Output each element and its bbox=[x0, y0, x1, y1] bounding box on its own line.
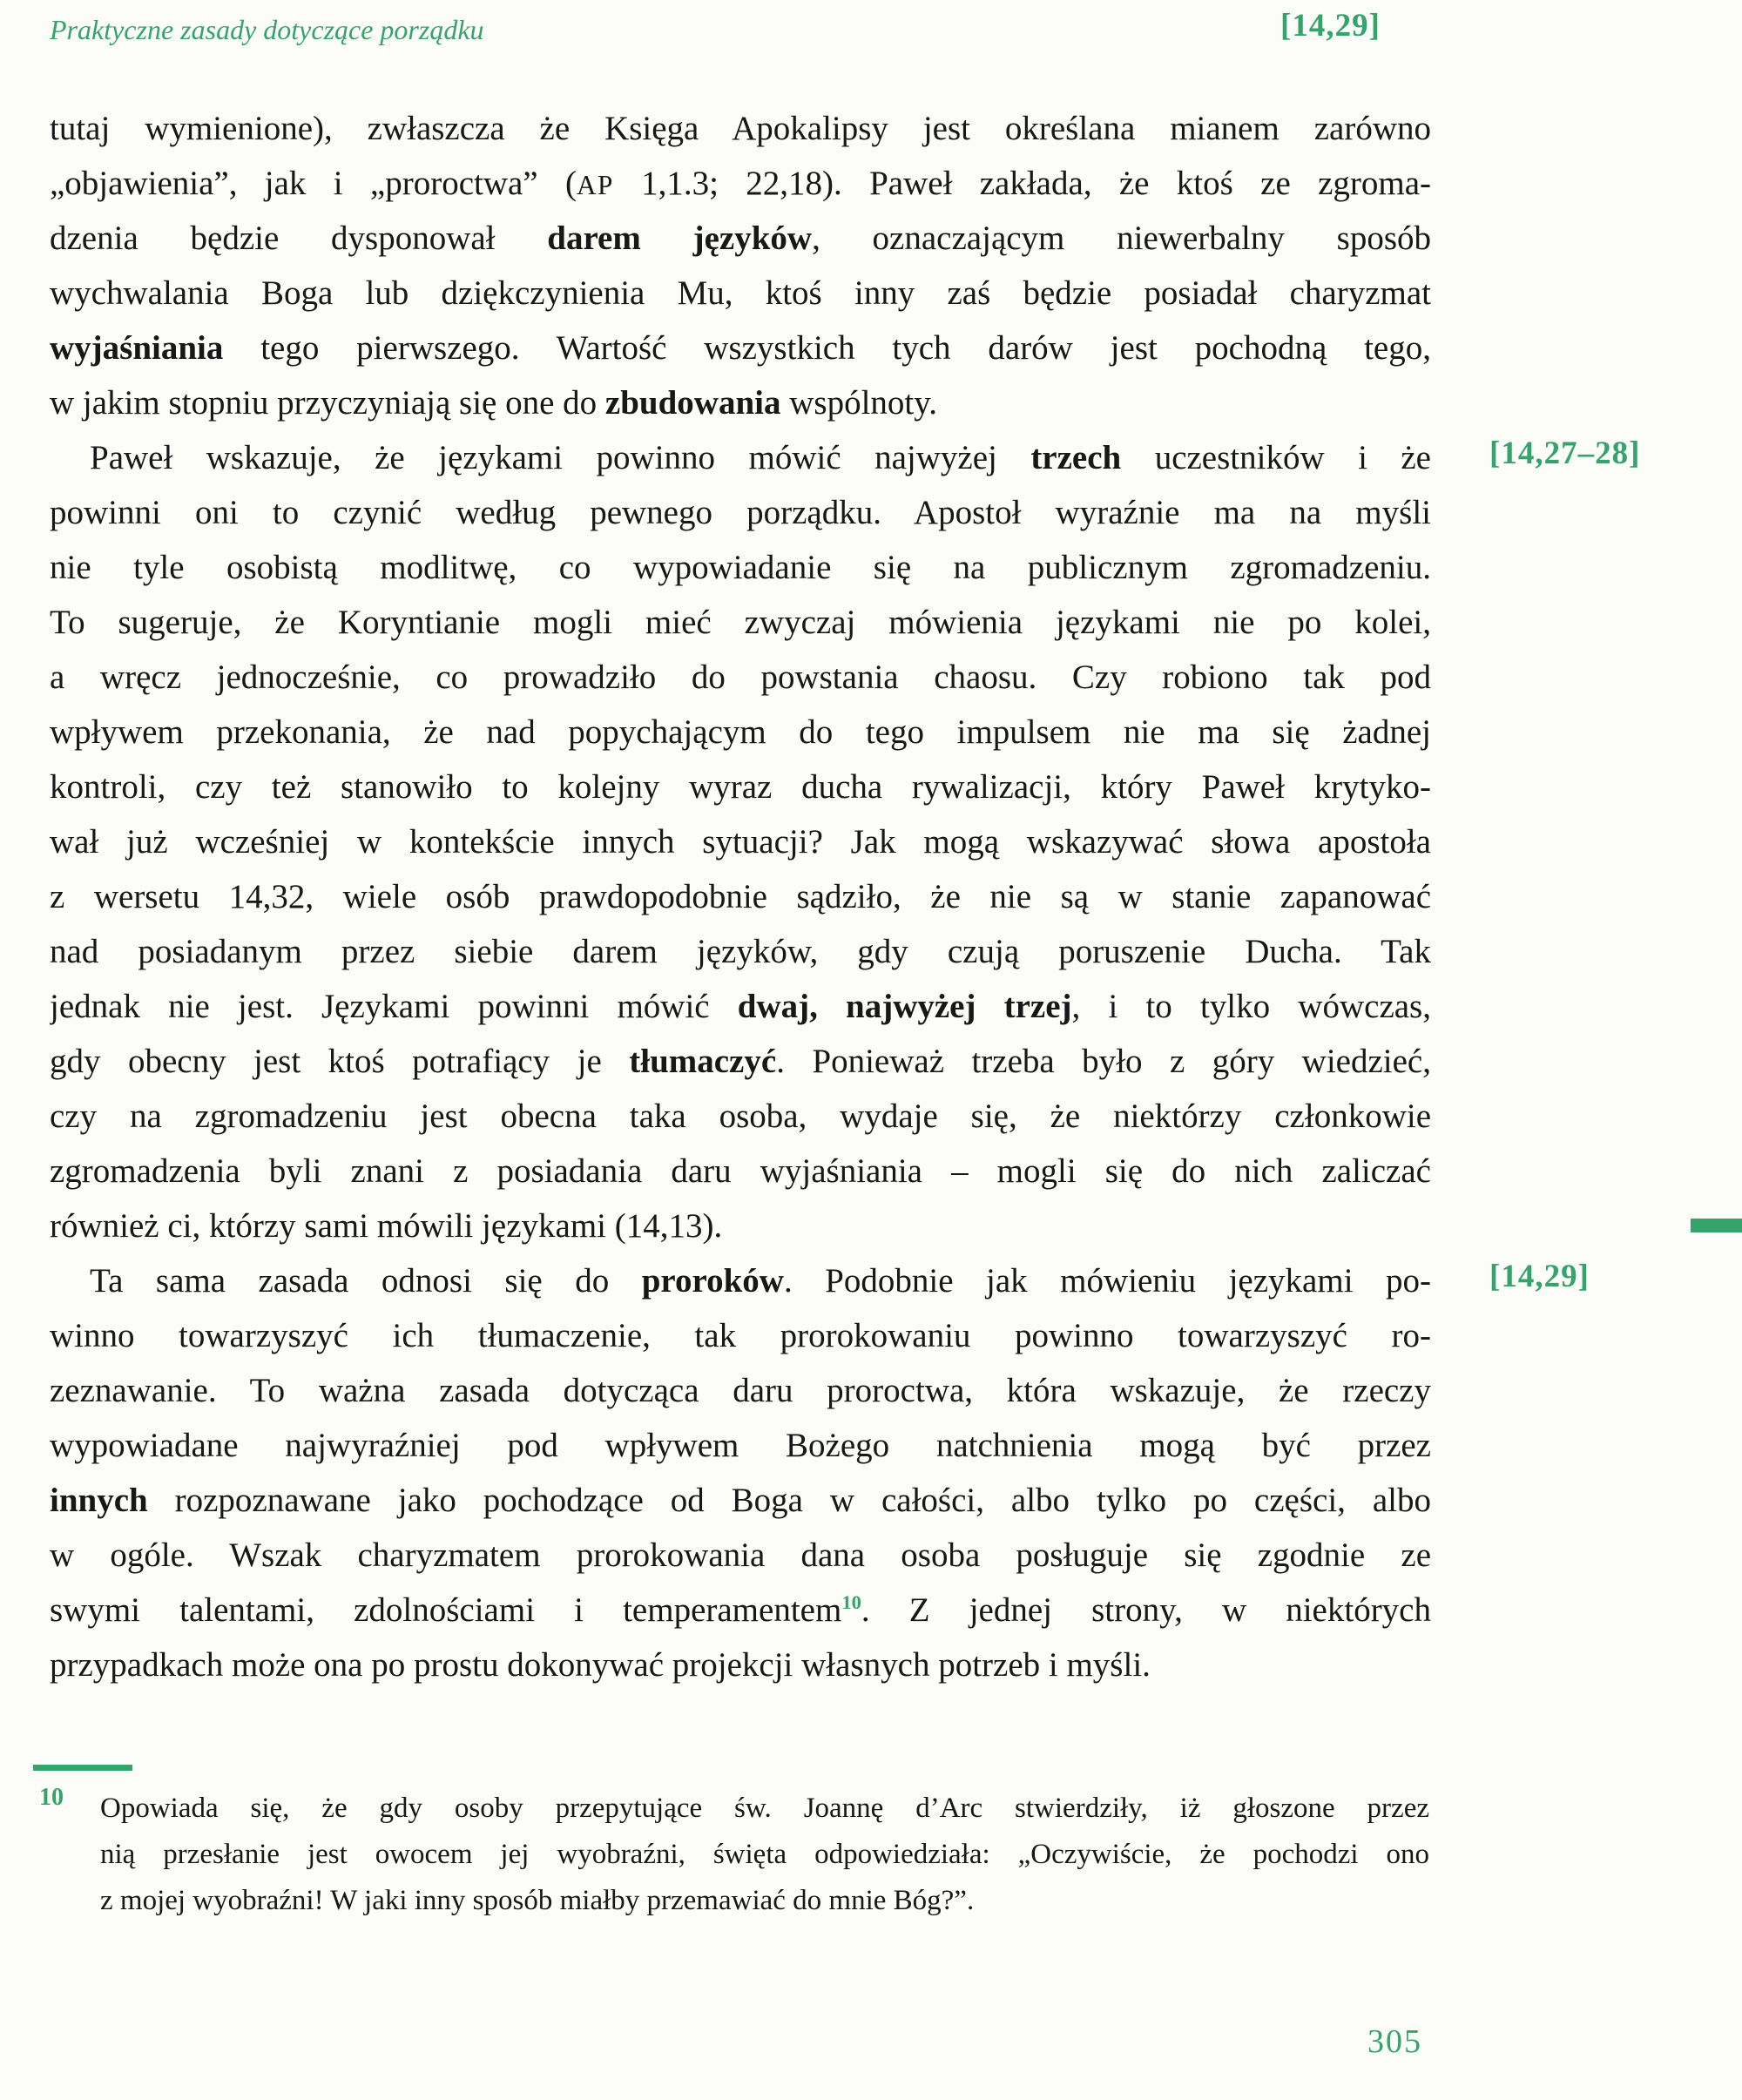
text-line: dzenia będzie dysponował darem języków, oznaczającym niewerbalny sposób bbox=[50, 219, 1431, 257]
text-line: nad posiadanym przez siebie darem języków, gdy czują poruszenie Ducha. Tak bbox=[50, 933, 1431, 970]
footnote-marker: 10 bbox=[39, 1784, 64, 1811]
footnote-line: Opowiada się, że gdy osoby przepytujące św. Joannę d’Arc stwierdziły, iż głoszone przez bbox=[100, 1793, 1429, 1824]
paragraph bbox=[50, 101, 1431, 430]
text-line: z wersetu 14,32, wiele osób prawdopodobnie sądziło, że nie są w stanie zapanować bbox=[50, 878, 1431, 915]
text-line: innych rozpoznawane jako pochodzące od Boga w całości, albo tylko po części, albo bbox=[50, 1482, 1431, 1519]
text-line: tutaj wymienione), zwłaszcza że Księga Apokalipsy jest określana mianem zarówno bbox=[50, 110, 1431, 147]
footnote-text bbox=[100, 1786, 1429, 1924]
paragraph bbox=[50, 1253, 1590, 1692]
text-line: kontroli, czy też stanowiło to kolejny wyraz ducha rywalizacji, który Paweł krytyko- bbox=[50, 768, 1431, 806]
text-line: wychwalania Boga lub dziękczynienia Mu, ktoś inny zaś będzie posiadał charyzmat bbox=[50, 274, 1431, 312]
text-line: jednak nie jest. Językami powinni mówić dwaj, najwyżej trzej, i to tylko wówczas, bbox=[50, 988, 1431, 1025]
text-line: przypadkach może ona po prostu dokonywać projekcji własnych potrzeb i myśli. bbox=[50, 1646, 1151, 1684]
text-line: „objawienia”, jak i „proroctwa” (AP 1,1.3; 22,18). Paweł zakłada, że ktoś ze zgroma- bbox=[50, 165, 1431, 202]
text-line: a wręcz jednocześnie, co prowadziło do powstania chaosu. Czy robiono tak pod bbox=[50, 658, 1431, 696]
body-column bbox=[50, 101, 1641, 1692]
footnote-line: z mojej wyobraźni! W jaki inny sposób miałby przemawiać do mnie Bóg?”. bbox=[100, 1885, 975, 1916]
margin-verse-ref: [14,27–28] bbox=[1489, 436, 1641, 471]
header-verse-ref: [14,29] bbox=[1280, 8, 1381, 44]
footnote-line: nią przesłanie jest owocem jej wyobraźni, święta odpowiedziała: „Oczywiście, że pochodzi ono bbox=[100, 1839, 1429, 1870]
page-number: 305 bbox=[1367, 2023, 1422, 2060]
text-line: powinni oni to czynić według pewnego porządku. Apostoł wyraźnie ma na myśli bbox=[50, 494, 1431, 531]
margin-verse-ref: [14,29] bbox=[1489, 1259, 1590, 1294]
text-line: czy na zgromadzeniu jest obecna taka osoba, wydaje się, że niektórzy członkowie bbox=[50, 1097, 1431, 1135]
text-line: wypowiadane najwyraźniej pod wpływem Bożego natchnienia mogą być przez bbox=[50, 1427, 1431, 1464]
footnote-separator bbox=[33, 1765, 132, 1771]
text-line: wyjaśniania tego pierwszego. Wartość wszystkich tych darów jest pochodną tego, bbox=[50, 329, 1431, 367]
text-line: swymi talentami, zdolnościami i temperamentem$^{10}$. Z jednej strony, w niektórych bbox=[50, 1591, 1431, 1629]
text-line: Paweł wskazuje, że językami powinno mówić najwyżej trzech uczestników i że bbox=[90, 439, 1431, 476]
text-line: w jakim stopniu przyczyniają się one do zbudowania wspólnoty. bbox=[50, 384, 937, 422]
running-title: Praktyczne zasady dotyczące porządku bbox=[50, 14, 484, 45]
text-line: zgromadzenia byli znani z posiadania daru wyjaśniania – mogli się do nich zaliczać bbox=[50, 1152, 1431, 1190]
text-line: To sugeruje, że Koryntianie mogli mieć zwyczaj mówienia językami nie po kolei, bbox=[50, 604, 1431, 641]
text-line: winno towarzyszyć ich tłumaczenie, tak prorokowaniu powinno towarzyszyć ro- bbox=[50, 1317, 1431, 1354]
paragraph bbox=[50, 430, 1641, 1253]
footnote bbox=[32, 1786, 1429, 1924]
text-line: w ogóle. Wszak charyzmatem prorokowania dana osoba posługuje się zgodnie ze bbox=[50, 1536, 1431, 1574]
text-line: nie tyle osobistą modlitwę, co wypowiadanie się na publicznym zgromadzeniu. bbox=[50, 549, 1431, 586]
text-line: zeznawanie. To ważna zasada dotycząca daru proroctwa, która wskazuje, że rzeczy bbox=[50, 1372, 1431, 1409]
text-line: wał już wcześniej w kontekście innych sytuacji? Jak mogą wskazywać słowa apostoła bbox=[50, 823, 1431, 861]
footnote-ref: 10 bbox=[841, 1591, 861, 1613]
edge-highlight-dash bbox=[1691, 1219, 1742, 1232]
text-line: gdy obecny jest ktoś potrafiący je tłumaczyć. Ponieważ trzeba było z góry wiedzieć, bbox=[50, 1043, 1431, 1080]
text-line: również ci, którzy sami mówili językami (14,13). bbox=[50, 1207, 723, 1245]
text-line: Ta sama zasada odnosi się do proroków. Podobnie jak mówieniu językami po- bbox=[90, 1262, 1431, 1300]
text-line: wpływem przekonania, że nad popychającym do tego impulsem nie ma się żadnej bbox=[50, 713, 1431, 751]
